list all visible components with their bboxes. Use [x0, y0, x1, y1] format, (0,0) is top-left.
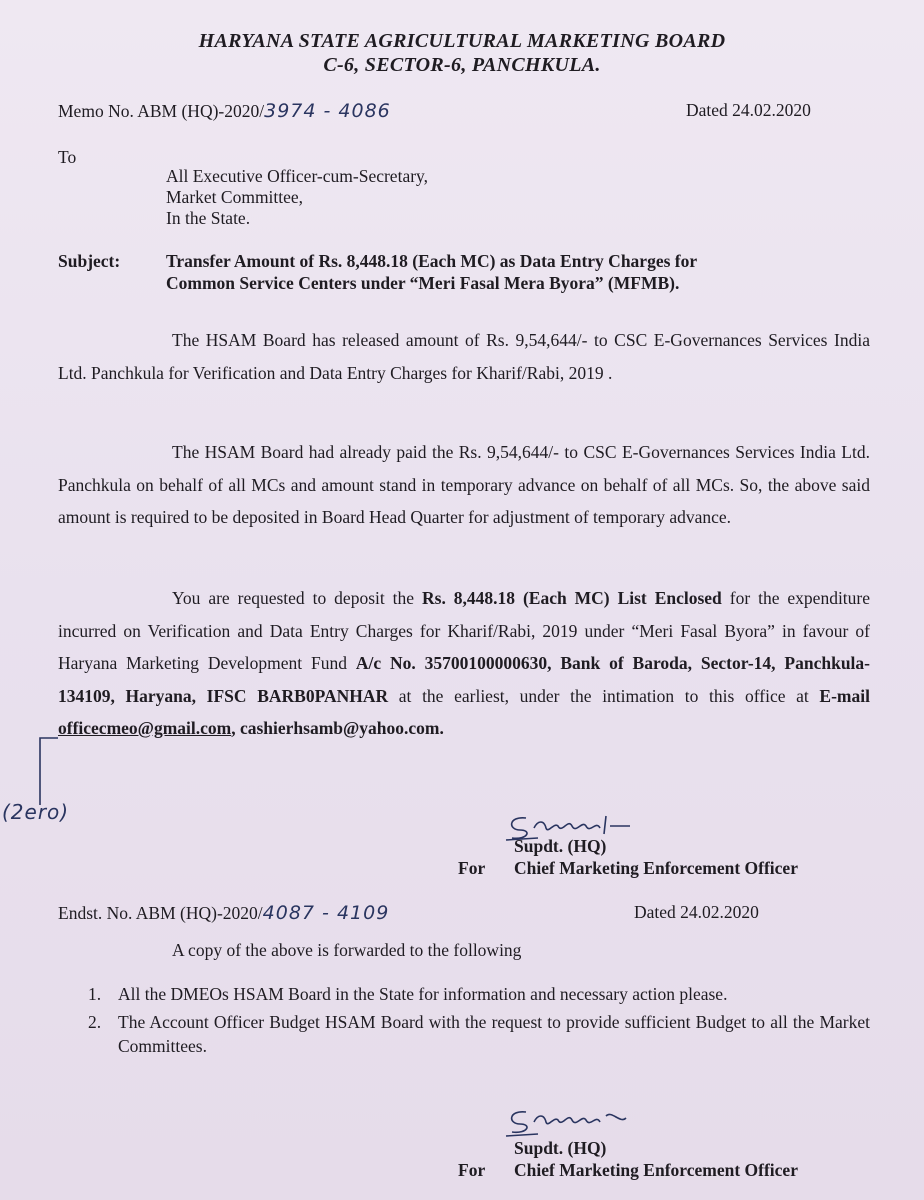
- signature1-for-label: For: [458, 858, 486, 878]
- signature2-designation: Supdt. (HQ): [514, 1138, 607, 1158]
- endorsement-date: Dated 24.02.2020: [634, 902, 759, 922]
- signature2-office: Chief Marketing Enforcement Officer: [514, 1160, 798, 1180]
- to-label: To: [58, 147, 77, 167]
- endorsement-number-handwritten: 4087 - 4109: [262, 902, 390, 924]
- org-address: C-6, SECTOR-6, PANCHKULA.: [323, 54, 601, 76]
- p3-account: A/c No. 35700100000630, Bank of Baroda, Sector-14, Panchkula-134109, Haryana, IFSC BARB0PANHAR: [58, 653, 870, 706]
- endorsement-intro: A copy of the above is forwarded to the following: [172, 940, 522, 960]
- subject-line: Common Service Centers under “Meri Fasal Mera Byora” (MFMB).: [166, 273, 680, 293]
- subject-text: [166, 250, 872, 294]
- p3-intro: You are requested to deposit the: [172, 588, 422, 608]
- margin-note-handwritten: (2ero): [2, 800, 70, 824]
- p3-after: at the earliest, under the intimation to this office at: [388, 685, 820, 706]
- subject-label: Subject:: [58, 251, 121, 271]
- signature2-for-label: For: [458, 1160, 486, 1180]
- list-item-number: 1.: [88, 984, 102, 1004]
- list-item-text: All the DMEOs HSAM Board in the State for information and necessary action please.: [118, 984, 728, 1004]
- p3-email-end: .: [439, 718, 444, 738]
- memo-date: Dated 24.02.2020: [686, 100, 811, 120]
- signature1-designation: Supdt. (HQ): [514, 836, 607, 856]
- paragraph-1: The HSAM Board has released amount of Rs. 9,54,644/- to CSC E-Governances Services India Ltd. Panchkula for Verification and Data Entry Charges for Kharif/Rabi, 2019 .: [58, 330, 870, 383]
- distribution-list: [88, 982, 870, 1062]
- list-item: [88, 982, 870, 1006]
- email-link-cashier[interactable]: cashierhsamb@yahoo.com: [239, 718, 440, 738]
- list-item-number: 2.: [88, 1012, 102, 1032]
- signature-scribble: [498, 1102, 668, 1142]
- p3-email-sep: ,: [231, 718, 240, 738]
- memo-label: Memo No. ABM (HQ)-2020/: [58, 101, 265, 121]
- email-link-office[interactable]: officecmeo@gmail.com: [58, 718, 232, 738]
- memo-number-handwritten: 3974 - 4086: [264, 100, 391, 122]
- memo-line: [58, 100, 391, 122]
- signature1-office: Chief Marketing Enforcement Officer: [514, 858, 798, 878]
- addressee-block: [166, 166, 428, 229]
- p3-amount: Rs. 8,448.18 (Each MC) List Enclosed: [422, 588, 722, 608]
- org-title: HARYANA STATE AGRICULTURAL MARKETING BOARD: [198, 30, 726, 52]
- endorsement-line: [58, 902, 389, 924]
- endorsement-label: Endst. No. ABM (HQ)-2020/: [58, 903, 263, 923]
- subject-line: Transfer Amount of Rs. 8,448.18 (Each MC) as Data Entry Charges for: [166, 251, 698, 271]
- addressee-line: All Executive Officer-cum-Secretary,: [166, 166, 429, 186]
- list-item-text: The Account Officer Budget HSAM Board with the request to provide sufficient Budget to all the Market Committees.: [118, 1012, 870, 1056]
- paragraph-2: The HSAM Board had already paid the Rs. 9,54,644/- to CSC E-Governances Services India Ltd. Panchkula on behalf of all MCs and amount stand in temporary advance on behalf of all MCs. So, the above said amount is required to be deposited in Board Head Quarter for adjustment of temporary advance.: [58, 442, 870, 527]
- p3-mid: for the expenditure incurred on Verification and Data Entry Charges for Kharif/Rabi, 2019 under “Meri Fasal Byora” in favour of Haryana Marketing Development Fund: [58, 588, 871, 673]
- paragraph-3: [58, 582, 870, 745]
- list-item: [88, 1010, 870, 1058]
- p3-email-label: E-mail: [819, 685, 870, 706]
- addressee-line: In the State.: [166, 208, 251, 228]
- addressee-line: Market Committee,: [166, 187, 304, 207]
